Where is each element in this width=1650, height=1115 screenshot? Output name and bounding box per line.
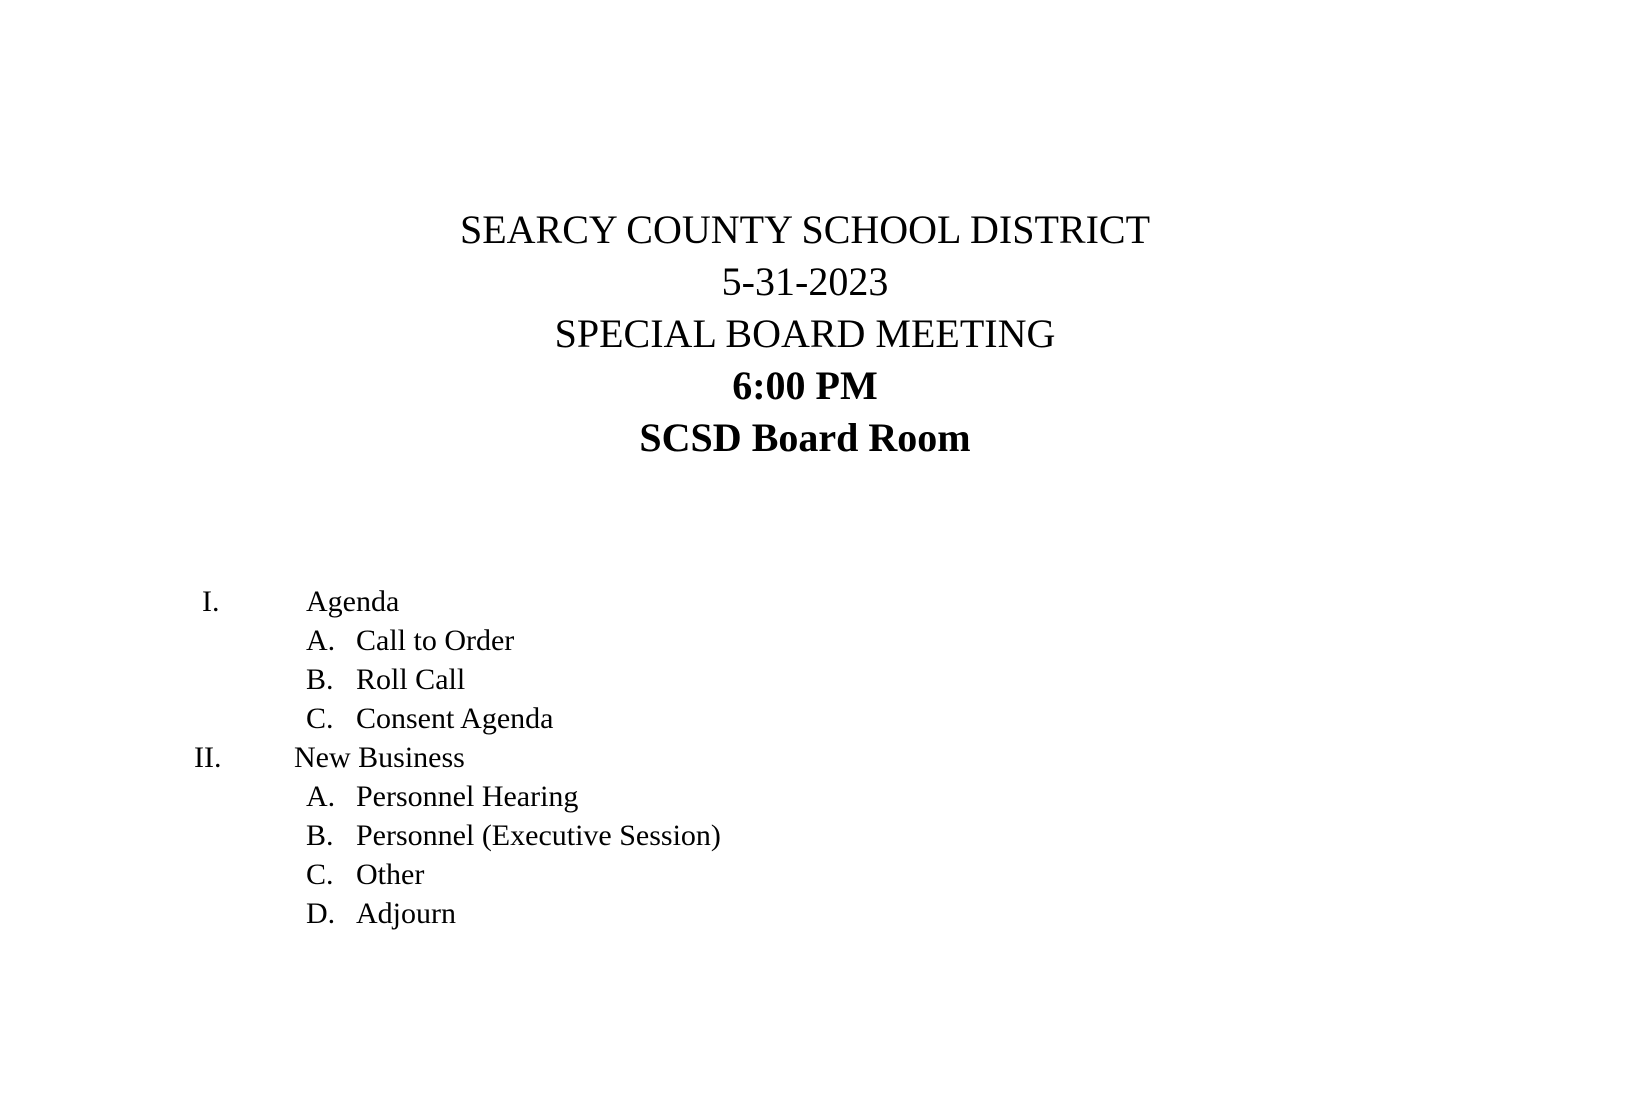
meeting-location: SCSD Board Room	[639, 415, 971, 460]
item-letter: B.	[306, 663, 334, 696]
document-header	[0, 204, 1610, 464]
district-name: SEARCY COUNTY SCHOOL DISTRICT	[459, 207, 1151, 252]
item-letter: C.	[306, 702, 334, 735]
item-letter: A.	[306, 624, 336, 657]
item-label: Personnel (Executive Session)	[356, 819, 721, 852]
item-label: Call to Order	[356, 624, 515, 657]
item-label: Roll Call	[356, 663, 466, 696]
section-numeral: II.	[194, 741, 222, 774]
item-label: Personnel Hearing	[356, 780, 579, 813]
section-title: Agenda	[306, 585, 400, 618]
meeting-date: 5-31-2023	[721, 259, 889, 304]
meeting-type: SPECIAL BOARD MEETING	[554, 311, 1056, 356]
item-letter: B.	[306, 819, 334, 852]
item-letter: A.	[306, 780, 336, 813]
section-title: New Business	[294, 741, 465, 774]
meeting-time: 6:00 PM	[732, 363, 878, 408]
item-label: Adjourn	[356, 897, 456, 930]
item-label: Consent Agenda	[356, 702, 554, 735]
item-letter: D.	[306, 897, 336, 930]
item-letter: C.	[306, 858, 334, 891]
item-label: Other	[356, 858, 425, 891]
section-numeral: I.	[202, 585, 220, 618]
